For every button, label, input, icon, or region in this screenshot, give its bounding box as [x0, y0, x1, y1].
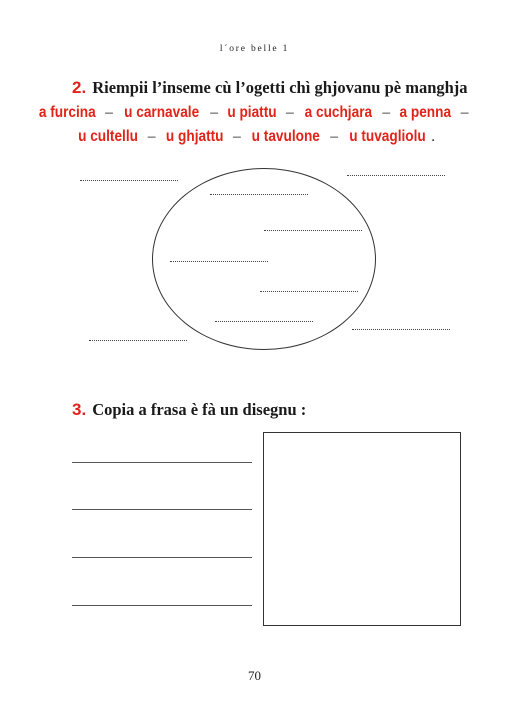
sentence-period: . [430, 128, 436, 145]
answer-dotted-line[interactable] [347, 175, 445, 176]
word-item: u carnavale [124, 104, 200, 121]
answer-dotted-line[interactable] [170, 261, 268, 262]
word-item: a penna [399, 104, 452, 121]
answer-dotted-line[interactable] [210, 194, 308, 195]
word-list-line-1 [0, 104, 509, 122]
copy-writing-line[interactable] [72, 462, 252, 463]
drawing-box[interactable] [263, 432, 461, 626]
word-separator: – [105, 104, 113, 121]
word-item: a cuchjara [304, 104, 372, 121]
exercise-2-instruction: Riempii l’inseme cù l’ogetti chì ghjovanu pè manghja [92, 78, 468, 97]
exercise-3-number: 3. [72, 400, 87, 419]
answer-dotted-line[interactable] [215, 321, 313, 322]
answer-dotted-line[interactable] [89, 340, 187, 341]
word-item: u ghjattu [165, 128, 224, 145]
exercise-3-title [72, 400, 306, 420]
copy-writing-line[interactable] [72, 509, 252, 510]
copy-writing-line[interactable] [72, 557, 252, 558]
word-separator: – [330, 128, 338, 145]
set-ellipse [152, 168, 376, 350]
answer-dotted-line[interactable] [264, 230, 362, 231]
answer-dotted-line[interactable] [352, 329, 450, 330]
copy-writing-line[interactable] [72, 605, 252, 606]
word-separator: – [232, 128, 241, 145]
word-list-line-2 [0, 128, 509, 146]
page-number: 70 [248, 668, 261, 683]
exercise-2-number: 2. [72, 78, 87, 97]
running-header: l´ore belle 1 [219, 44, 290, 54]
word-item: u tuvagliolu [349, 128, 426, 145]
word-item: u piattu [227, 104, 277, 121]
exercise-2-title [72, 78, 468, 98]
word-separator: – [210, 104, 218, 121]
word-separator: – [285, 104, 294, 121]
answer-dotted-line[interactable] [260, 291, 358, 292]
answer-dotted-line[interactable] [80, 180, 178, 181]
word-separator: – [147, 128, 156, 145]
word-separator: – [382, 104, 391, 121]
word-item: a furcina [38, 104, 96, 121]
exercise-3-instruction: Copia a frasa è fà un disegnu : [92, 400, 307, 419]
word-separator: – [460, 104, 469, 121]
word-item: u tavulone [251, 128, 320, 145]
word-item: u cultellu [77, 128, 138, 145]
